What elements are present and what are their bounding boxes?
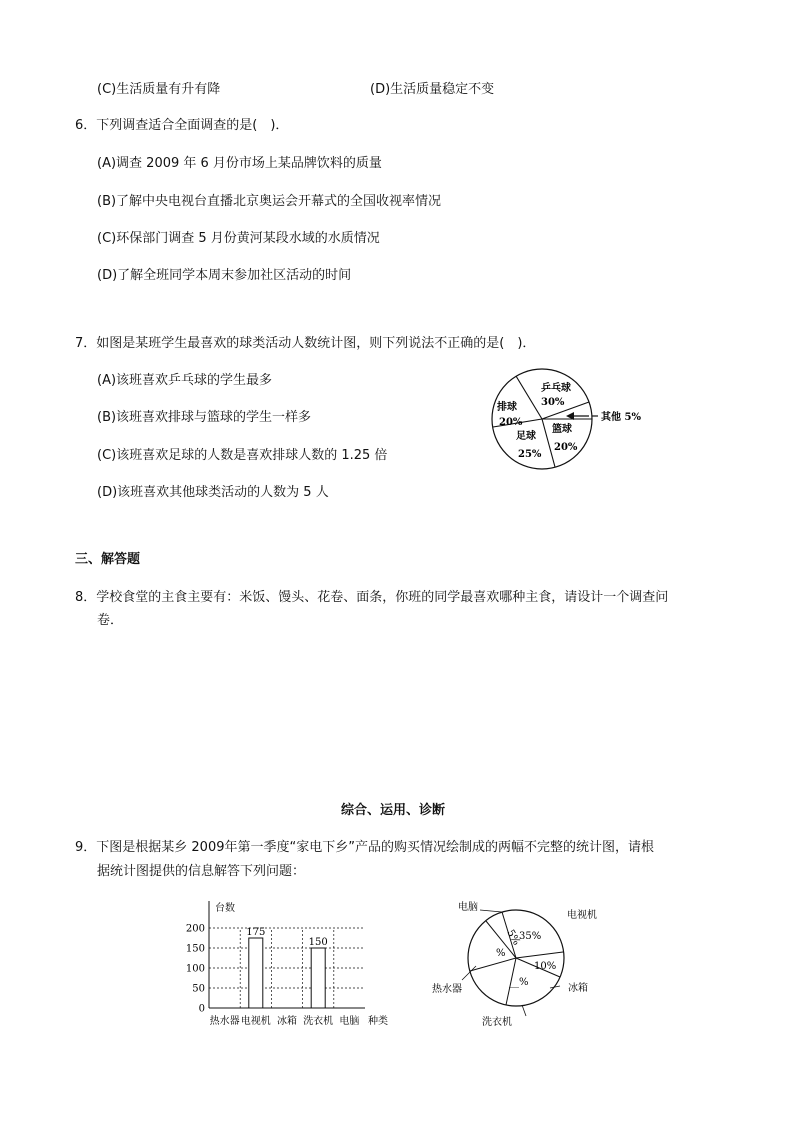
pie2-label-heater: 热水器 — [432, 984, 462, 995]
bar-category-label: 冰箱 — [277, 1016, 297, 1027]
pie-pct-volleyball: 20% — [499, 417, 523, 428]
bar-category-label: 电脑 — [339, 1016, 360, 1027]
bar-category-label: 热水器 — [209, 1016, 240, 1027]
bar-ytick-label: 200 — [185, 923, 205, 935]
pie-pct-basketball: 20% — [554, 442, 578, 453]
bar-category-label: 洗衣机 — [303, 1016, 334, 1027]
bar-xlabel: 种类 — [368, 1016, 388, 1027]
q6-option-c: (C)环保部门调查 5 月份黄河某段水域的水质情况 — [97, 231, 380, 246]
pie-pct-pingpong: 30% — [541, 397, 565, 408]
q6-option-b: (B)了解中央电视台直播北京奥运会开幕式的全国收视率情况 — [97, 194, 442, 209]
bar-category-label: 电视机 — [240, 1016, 271, 1027]
q7-option-c: (C)该班喜欢足球的人数是喜欢排球人数的 1.25 倍 — [97, 448, 388, 463]
q8-line1: 8．学校食堂的主食主要有：米饭、馒头、花卷、面条，你班的同学最喜欢哪种主食，请设计一个调查问 — [75, 590, 669, 605]
pie-pct-football: 25% — [518, 449, 542, 460]
bar-x-labels — [210, 1014, 360, 1027]
bar-gridlines — [209, 928, 365, 1008]
q7-option-b: (B)该班喜欢排球与篮球的学生一样多 — [97, 410, 312, 425]
bar-3 — [311, 948, 325, 1008]
q9-pie-chart — [420, 896, 620, 1036]
q7-stem: 7．如图是某班学生最喜欢的球类活动人数统计图，则下列说法不正确的是( )． — [75, 336, 536, 351]
q7-pie-chart — [480, 368, 680, 474]
q9-line2: 据统计图提供的信息解答下列问题： — [97, 864, 306, 879]
q6-option-d: (D)了解全班同学本周末参加社区活动的时间 — [97, 268, 352, 283]
bar-ytick-label: 150 — [185, 943, 205, 955]
bar-ytick-label: 100 — [185, 963, 205, 975]
pie-label-other: 其他 5% — [601, 412, 641, 423]
pie-label-pingpong: 乒乓球 — [541, 383, 571, 394]
bar-data-label: 150 — [308, 937, 328, 948]
pie2-pct-washer: __% — [509, 977, 529, 988]
pie2-leader-computer — [480, 910, 502, 912]
q5-option-d: (D)生活质量稳定不变 — [370, 82, 495, 97]
q7-option-d: (D)该班喜欢其他球类活动的人数为 5 人 — [97, 485, 329, 500]
q6-stem: 6．下列调查适合全面调查的是( )． — [75, 118, 289, 133]
section-title-comprehensive: 综合、运用、诊断 — [341, 803, 446, 818]
pie-divider — [516, 376, 542, 419]
pie2-pct-fridge: 10% — [534, 961, 557, 972]
bar-ytick-label: 50 — [192, 983, 205, 995]
pie-label-football: 足球 — [516, 431, 536, 442]
pie2-leader-washer — [522, 1005, 526, 1016]
bar-ytick-label: 0 — [198, 1003, 205, 1015]
bar-marks — [246, 927, 327, 1008]
section-title-answers: 三、解答题 — [75, 552, 141, 567]
pie2-pct-computer: 5% — [504, 928, 522, 948]
pie2-label-computer: 电脑 — [458, 902, 478, 913]
q8-line2: 卷． — [97, 613, 124, 628]
pie2-divider — [516, 952, 563, 958]
bar-ylabel: 台数 — [215, 903, 235, 914]
q9-bar-chart — [180, 896, 405, 1042]
bar-data-label: 175 — [246, 927, 266, 938]
q5-option-c: (C)生活质量有升有降 — [97, 82, 221, 97]
q7-option-a: (A)该班喜欢乒乓球的学生最多 — [97, 373, 273, 388]
pie2-pct-tv: 35% — [519, 931, 542, 942]
pie-label-basketball: 篮球 — [552, 424, 572, 435]
pie2-label-tv: 电视机 — [567, 910, 597, 921]
q9-line1: 9．下图是根据某乡 2009年第一季度“家电下乡”产品的购买情况绘制成的两幅不完整的统计图，请根 — [75, 840, 654, 855]
pie2-divider — [470, 958, 516, 971]
pie2-label-fridge: 冰箱 — [568, 983, 588, 994]
bar-y-ticks — [186, 924, 205, 1015]
q6-option-a: (A)调查 2009 年 6 月份市场上某品牌饮料的质量 — [97, 156, 382, 171]
pie2-label-washer: 洗衣机 — [482, 1017, 512, 1028]
bar-1 — [249, 938, 263, 1008]
pie2-pct-heater: % — [496, 948, 506, 959]
pie-label-volleyball: 排球 — [497, 402, 517, 413]
